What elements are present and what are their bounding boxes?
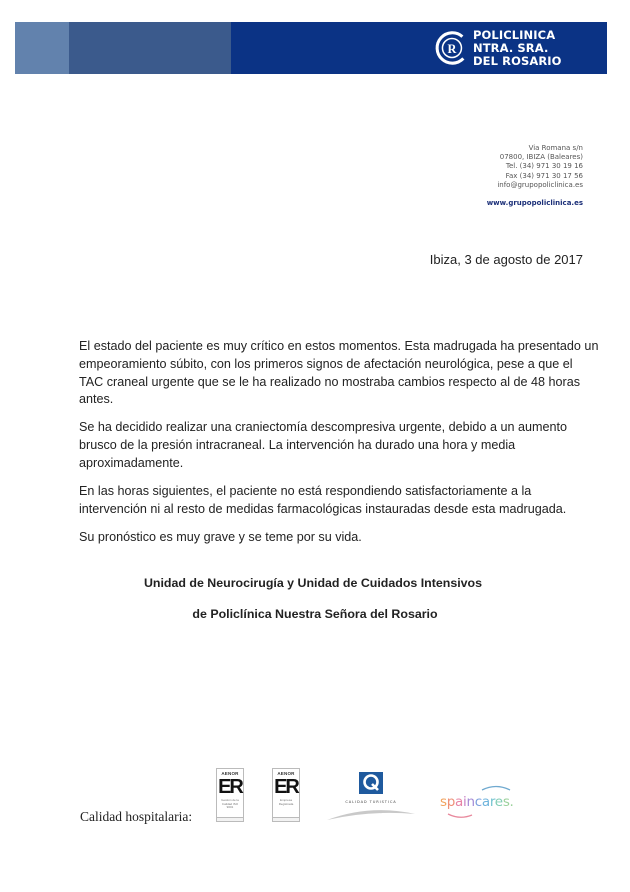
svg-text:CALIDAD TURISTICA: CALIDAD TURISTICA (345, 800, 397, 804)
body-paragraph: Su pronóstico es muy grave y se teme por su vida. (79, 529, 362, 544)
banner-segment-dark (231, 22, 607, 74)
contact-block (487, 144, 583, 208)
contact-website-link[interactable]: www.grupopoliclinica.es (486, 199, 583, 208)
clinic-name-line-3: DEL ROSARIO (473, 53, 562, 68)
body-paragraph: El estado del paciente es muy crítico en estos momentos. Esta madrugada ha presentado un empeoramiento súbito, con los primeros signos de afectación neurológica, pese a que el TAC craneal urgente que se le ha realizado no mostraba cambios respecto al de 48 horas antes. (79, 339, 599, 407)
er-mark-icon: ER (218, 776, 242, 798)
banner-segment-medium (69, 22, 231, 74)
clinic-name (473, 29, 562, 68)
svg-text:R: R (447, 41, 457, 56)
badge-footer-strip (217, 817, 243, 821)
calidad-turistica-logo-icon (325, 770, 420, 824)
contact-email[interactable]: info@grupopoliclinica.es (497, 180, 583, 189)
badge-footer-strip (273, 817, 299, 821)
badge-caption: Gestión de la Calidad ISO 9001 (221, 798, 239, 809)
clinic-logo-icon (432, 29, 470, 67)
spaincares-logo (440, 780, 520, 822)
letterhead-banner (15, 22, 607, 74)
contact-address: Via Romana s/n (528, 144, 583, 152)
clinic-name-line-1: POLICLINICA (473, 27, 556, 42)
clinic-brand (432, 26, 562, 70)
spaincares-wordmark: spaincares. (440, 794, 514, 810)
aenor-registered-badge (272, 768, 300, 822)
er-mark-icon: ER (274, 776, 298, 798)
aenor-brand: AENOR (277, 771, 295, 776)
contact-fax: Fax (34) 971 30 17 56 (505, 171, 583, 180)
contact-city: 07800, IBIZA (Baleares) (499, 153, 583, 162)
banner-segment-light (15, 22, 69, 74)
clinic-name-line-2: NTRA. SRA. (473, 40, 549, 55)
contact-phone: Tel. (34) 971 30 19 16 (505, 162, 583, 171)
signature-line-2: de Policlínica Nuestra Señora del Rosario (192, 607, 438, 621)
quality-label: Calidad hospitalaria: (80, 809, 193, 824)
aenor-certification-badge (216, 768, 244, 822)
letter-body (79, 338, 599, 557)
badge-caption: Empresa Registrada (278, 798, 294, 806)
body-paragraph: En las horas siguientes, el paciente no está respondiendo satisfactoriamente a la intervención ni al resto de medidas farmacológicas instauradas desde esta madrugada. (79, 483, 567, 516)
letter-date: Ibiza, 3 de agosto de 2017 (429, 252, 583, 267)
body-paragraph: Se ha decidido realizar una craniectomía descompresiva urgente, debido a un aumento brusco de la presión intracraneal. La intervención ha durado una hora y media aproximadamente. (79, 420, 567, 470)
signature-line-1: Unidad de Neurocirugía y Unidad de Cuidados Intensivos (143, 576, 483, 590)
aenor-brand: AENOR (221, 771, 239, 776)
